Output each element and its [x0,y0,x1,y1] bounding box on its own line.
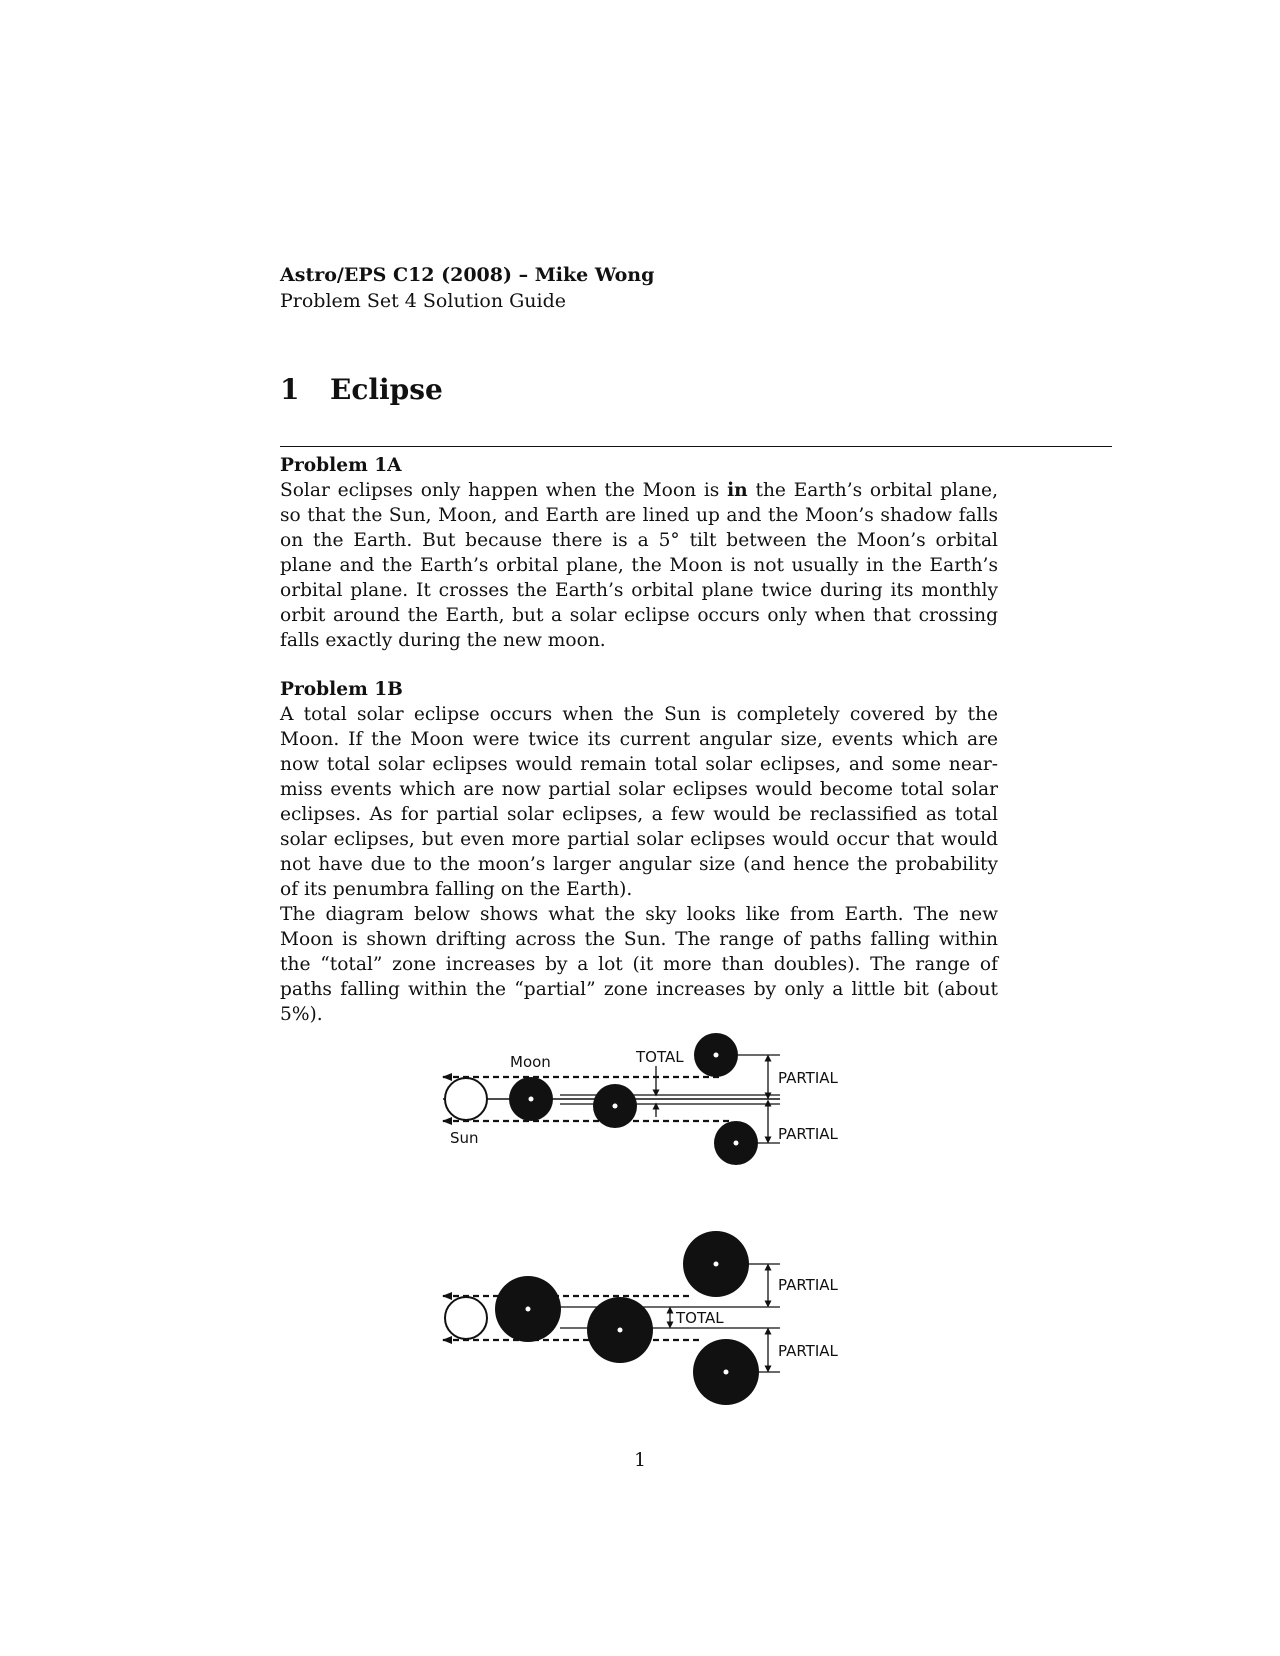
bottom-moon-2-center [618,1328,623,1333]
label-top-total: TOTAL [636,1048,684,1066]
page-number: 1 [634,1450,646,1471]
top-moon-lower-center [734,1141,739,1146]
top-moon-2-center [613,1104,618,1109]
top-moon-upper-center [714,1053,719,1058]
section-number: 1 [280,373,300,406]
bottom-diagram [443,1231,839,1405]
bottom-moon-lower-center [724,1370,729,1375]
label-bottom-partial-upper: PARTIAL [778,1276,838,1294]
label-top-partial-lower: PARTIAL [778,1125,838,1143]
label-sun: Sun [450,1129,479,1147]
top-moon-1-center [529,1097,534,1102]
course-title: Astro/EPS C12 (2008) – Mike Wong [280,264,655,286]
problem-1a-heading: Problem 1A [280,455,402,476]
label-bottom-total: TOTAL [676,1309,724,1327]
section-title: Eclipse [330,373,443,406]
top-diagram [443,1033,839,1165]
bottom-moon-1-center [526,1307,531,1312]
diagram-explanation-paragraph: The diagram below shows what the sky looks like from Earth. The new Moon is shown drifting across the Sun. The range of paths falling within the “total” zone increases by a lot (it more than doubles). The range of paths falling within the “partial” zone increases by only a little bit (about 5%). [280,904,998,1025]
problem-1b-heading: Problem 1B [280,679,403,700]
document-subtitle: Problem Set 4 Solution Guide [280,290,567,312]
problem-1a-text-end: the Earth’s orbital plane, so that the Sun, Moon, and Earth are lined up and the Moon’s shadow falls on the Earth. But because there is a 5° tilt between the Moon’s orbital plane and the Earth’s orbital plane, the Moon is not usually in the Earth’s orbital plane. It crosses the Earth’s orbital plane twice during its monthly orbit around the Earth, but a solar eclipse occurs only when that crossing falls exactly during the new moon. [280,480,998,651]
problem-1a-text-start: Solar eclipses only happen when the Moon is [280,480,728,501]
bottom-moon-upper-center [714,1262,719,1267]
problem-1b-text: A total solar eclipse occurs when the Sun is completely covered by the Moon. If the Moon were twice its current angular size, events which are now total solar eclipses would remain total solar eclipses, and some near-miss events which are now partial solar eclipses would become total solar eclipses. As for partial solar eclipses, a few would be reclassified as total solar eclipses, but even more partial solar eclipses would occur that would not have due to the moon’s larger angular size (and hence the probability of its penumbra falling on the Earth). [280,704,998,900]
problem-1a-bold-word: in [727,480,748,501]
label-moon: Moon [510,1053,551,1071]
label-top-partial-upper: PARTIAL [778,1069,838,1087]
label-bottom-partial-lower: PARTIAL [778,1342,838,1360]
top-sun [445,1078,487,1120]
bottom-sun [445,1297,487,1339]
